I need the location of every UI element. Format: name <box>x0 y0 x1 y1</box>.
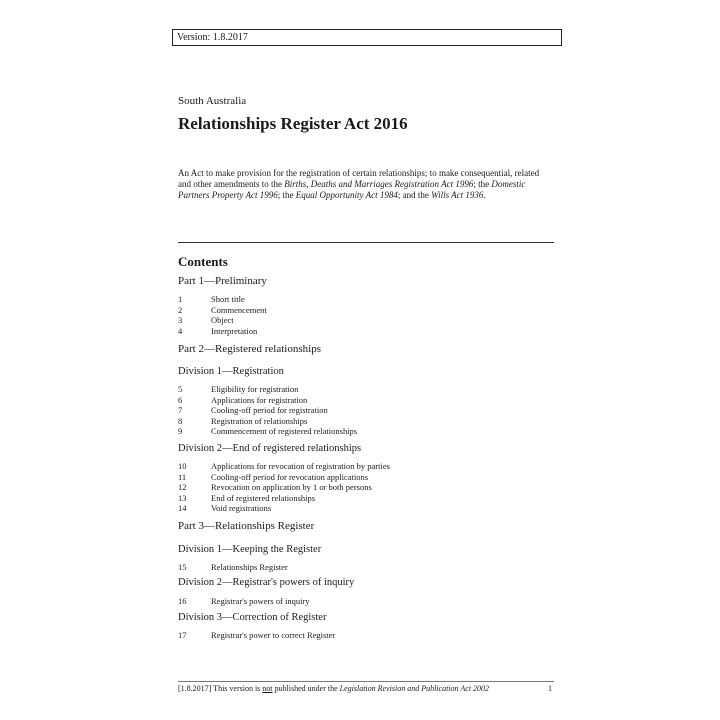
section-title: End of registered relationships <box>211 492 316 503</box>
section-number: 13 <box>178 492 187 503</box>
section-number: 7 <box>178 405 183 416</box>
section-number: 10 <box>178 461 187 471</box>
toc-division[interactable]: Division 2—Registrar's powers of inquiry <box>178 577 355 588</box>
act-reference: Wills Act 1936 <box>431 190 484 200</box>
section-title: Cooling-off period for registration <box>211 405 328 416</box>
section-number: 14 <box>178 503 187 514</box>
section-title: Revocation on application by 1 or both persons <box>211 482 372 493</box>
toc-item[interactable] <box>178 426 357 437</box>
section-title: Cooling-off period for revocation applications <box>211 471 369 482</box>
footer-emphasis: not <box>262 684 273 693</box>
section-title: Interpretation <box>211 325 258 336</box>
act-reference: Equal Opportunity Act 1984 <box>295 190 398 200</box>
toc-item[interactable] <box>178 305 267 316</box>
long-title-text: ; the <box>473 179 492 189</box>
footer-text: This version is <box>211 684 263 693</box>
toc-item[interactable] <box>178 416 307 427</box>
section-number: 6 <box>178 394 183 405</box>
long-title-text: ; and the <box>397 190 432 200</box>
section-title: Void registrations <box>211 503 272 514</box>
contents-heading: Contents <box>178 254 228 269</box>
toc-item[interactable] <box>178 294 245 305</box>
toc-item[interactable] <box>178 461 390 472</box>
toc-item[interactable] <box>178 493 315 504</box>
long-title-text: An Act to make provision for the registration of certain relationships; to make consequential, related and other amendments to the <box>178 168 540 189</box>
section-title: Registrar's power to correct Register <box>211 630 336 640</box>
section-number: 12 <box>178 482 187 493</box>
long-title-text: ; the <box>277 190 296 200</box>
act-reference: Births, Deaths and Marriages Registration Act 1996 <box>284 179 474 189</box>
toc-item[interactable] <box>178 562 288 573</box>
footer-text: published under the <box>272 684 340 693</box>
long-title-text: . <box>483 190 486 200</box>
section-title: Applications for registration <box>211 394 308 405</box>
toc-division[interactable]: Division 1—Registration <box>178 366 284 377</box>
toc-part-2[interactable]: Part 2—Registered relationships <box>178 343 321 355</box>
section-title: Relationships Register <box>211 562 288 572</box>
section-title: Eligibility for registration <box>211 384 299 394</box>
section-title: Commencement <box>211 304 267 315</box>
toc-item[interactable] <box>178 395 307 406</box>
toc-part-3[interactable]: Part 3—Relationships Register <box>178 520 315 532</box>
section-title: Commencement of registered relationships <box>211 426 358 437</box>
toc-division[interactable]: Division 3—Correction of Register <box>178 612 327 623</box>
section-number: 17 <box>178 630 187 640</box>
page-number: 1 <box>548 684 552 693</box>
section-title: Applications for revocation of registration by parties <box>211 461 390 471</box>
jurisdiction: South Australia <box>178 95 247 107</box>
toc-item[interactable] <box>178 315 234 326</box>
toc-item[interactable] <box>178 482 372 493</box>
section-number: 16 <box>178 596 187 606</box>
toc-item[interactable] <box>178 326 257 337</box>
toc-item[interactable] <box>178 503 271 514</box>
section-number: 4 <box>178 325 183 336</box>
toc-item[interactable] <box>178 630 335 641</box>
footer-act-reference: Legislation Revision and Publication Act 2002 <box>339 684 490 693</box>
act-title: Relationships Register Act 2016 <box>178 114 408 133</box>
toc-division[interactable]: Division 2—End of registered relationships <box>178 443 362 454</box>
section-number: 11 <box>178 471 187 482</box>
section-number: 15 <box>178 562 187 572</box>
section-title: Registrar's powers of inquiry <box>211 596 310 606</box>
footer-date: [1.8.2017] <box>178 684 212 693</box>
section-number: 3 <box>178 315 183 326</box>
toc-division[interactable]: Division 1—Keeping the Register <box>178 544 322 555</box>
page-footer <box>178 681 554 693</box>
toc-part-1[interactable]: Part 1—Preliminary <box>178 275 267 287</box>
version-label: Version: 1.8.2017 <box>172 29 562 46</box>
section-number: 9 <box>178 426 183 437</box>
divider-rule <box>178 242 554 243</box>
toc-item[interactable] <box>178 384 298 395</box>
toc-item[interactable] <box>178 596 310 607</box>
section-number: 1 <box>178 294 183 304</box>
act-reference: Domestic Partners Property Act 1996 <box>178 179 526 200</box>
section-title: Object <box>211 315 234 326</box>
section-title: Registration of relationships <box>211 415 308 426</box>
long-title <box>178 168 550 201</box>
section-title: Short title <box>211 294 245 304</box>
toc-item[interactable] <box>178 472 368 483</box>
section-number: 5 <box>178 384 183 394</box>
section-number: 2 <box>178 304 183 315</box>
toc-item[interactable] <box>178 405 328 416</box>
section-number: 8 <box>178 415 183 426</box>
